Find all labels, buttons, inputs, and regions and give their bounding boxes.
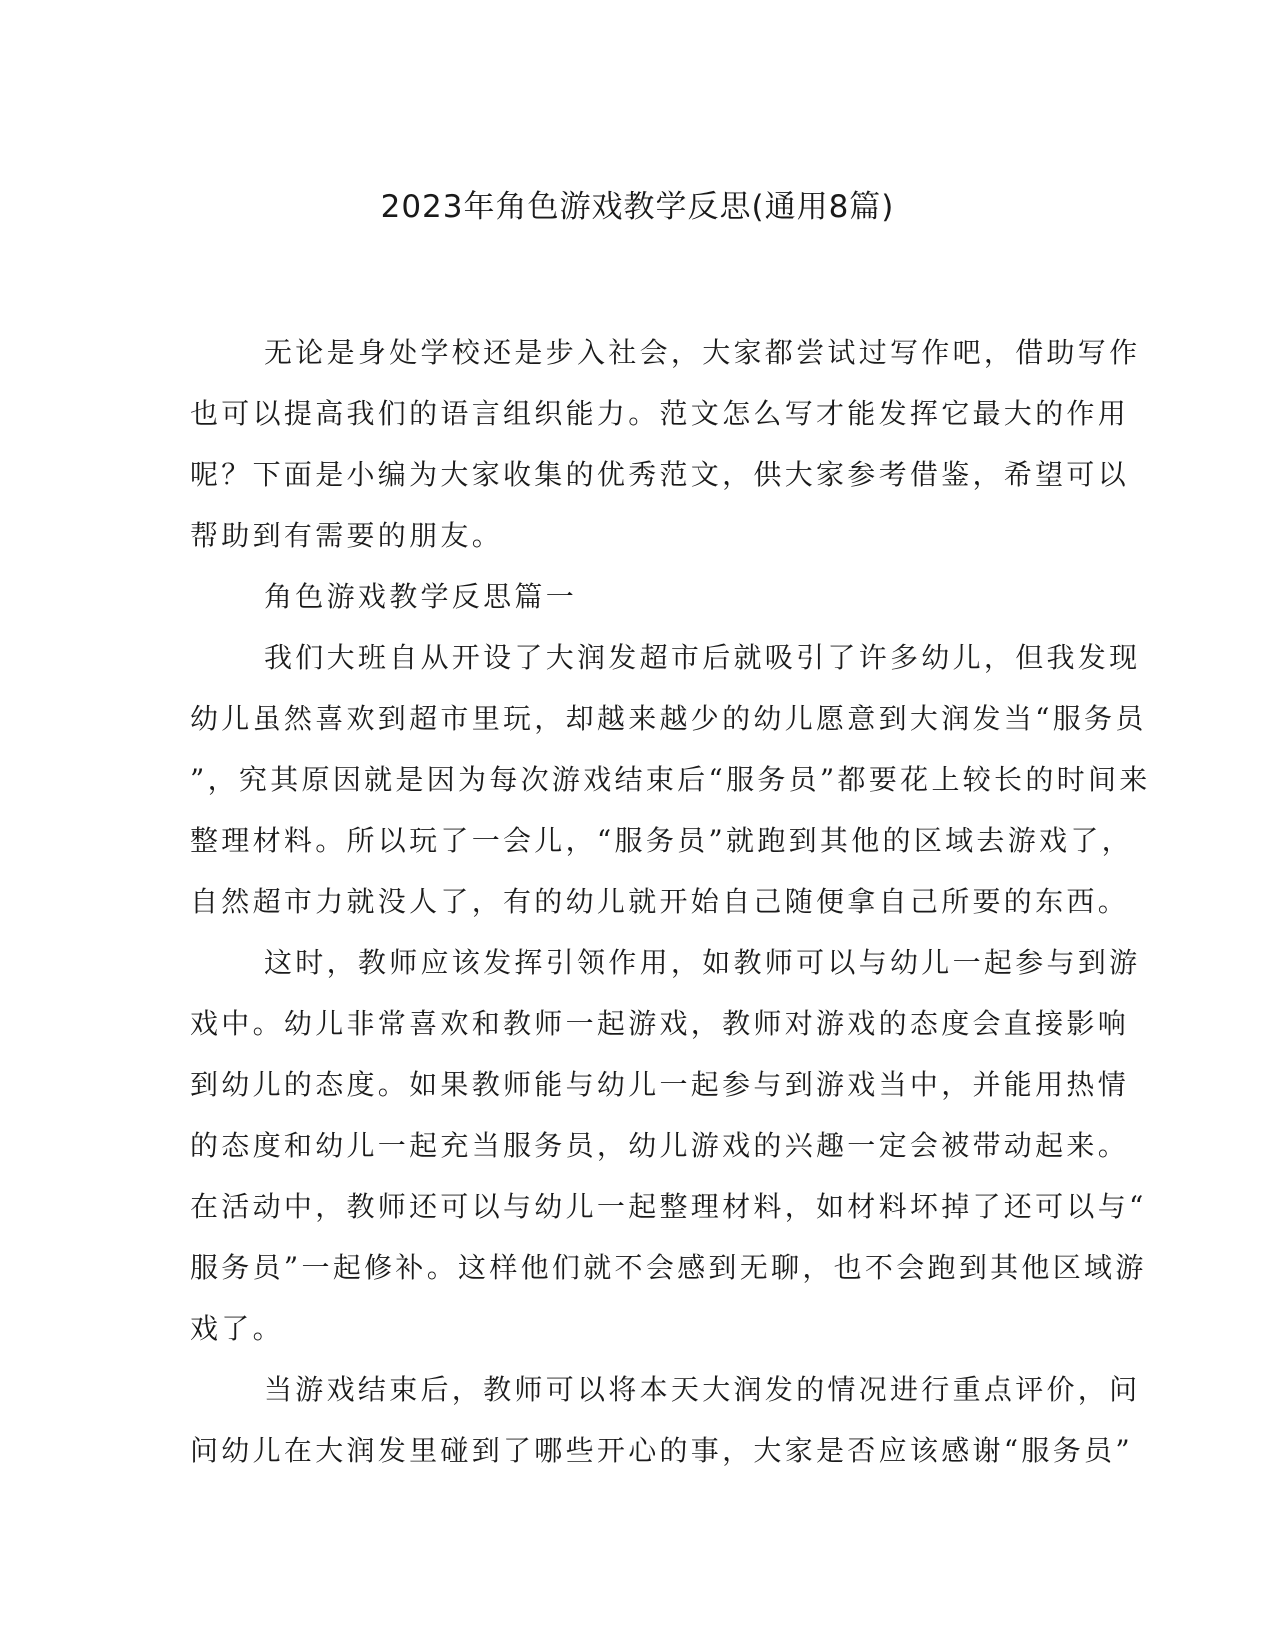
paragraph-line: 当游戏结束后，教师可以将本天大润发的情况进行重点评价，问: [264, 1373, 1141, 1406]
paragraph-line: 也可以提高我们的语言组织能力。范文怎么写才能发挥它最大的作用: [190, 397, 1130, 430]
paragraph-line: 自然超市力就没人了，有的幼儿就开始自己随便拿自己所要的东西。: [190, 885, 1130, 918]
paragraph-line: 戏中。幼儿非常喜欢和教师一起游戏，教师对游戏的态度会直接影响: [190, 1007, 1130, 1040]
section-heading: 角色游戏教学反思篇一: [264, 580, 578, 613]
paragraph-line: ”，究其原因就是因为每次游戏结束后“服务员”都要花上较长的时间来: [190, 763, 1151, 796]
document-body: [190, 322, 1151, 1481]
paragraph-line: 问幼儿在大润发里碰到了哪些开心的事，大家是否应该感谢“服务员”: [190, 1434, 1133, 1467]
paragraph-line: 戏了。: [190, 1312, 284, 1345]
paragraph-line: 服务员”一起修补。这样他们就不会感到无聊，也不会跑到其他区域游: [190, 1251, 1147, 1284]
paragraph-line: 整理材料。所以玩了一会儿，“服务员”就跑到其他的区域去游戏了，: [190, 824, 1133, 857]
paragraph-line: 到幼儿的态度。如果教师能与幼儿一起参与到游戏当中，并能用热情: [190, 1068, 1130, 1101]
paragraph-line: 无论是身处学校还是步入社会，大家都尝试过写作吧，借助写作: [264, 336, 1141, 369]
paragraph-line: 幼儿虽然喜欢到超市里玩，却越来越少的幼儿愿意到大润发当“服务员: [190, 702, 1147, 735]
paragraph-line: 呢？下面是小编为大家收集的优秀范文，供大家参考借鉴，希望可以: [190, 458, 1130, 491]
document-title: 2023年角色游戏教学反思(通用8篇): [380, 189, 895, 225]
paragraph-line: 在活动中，教师还可以与幼儿一起整理材料，如材料坏掉了还可以与“: [190, 1190, 1147, 1223]
paragraph-line: 的态度和幼儿一起充当服务员，幼儿游戏的兴趣一定会被带动起来。: [190, 1129, 1130, 1162]
paragraph-line: 我们大班自从开设了大润发超市后就吸引了许多幼儿，但我发现: [264, 641, 1141, 674]
paragraph-line: 帮助到有需要的朋友。: [190, 519, 504, 552]
paragraph-line: 这时，教师应该发挥引领作用，如教师可以与幼儿一起参与到游: [264, 946, 1141, 979]
